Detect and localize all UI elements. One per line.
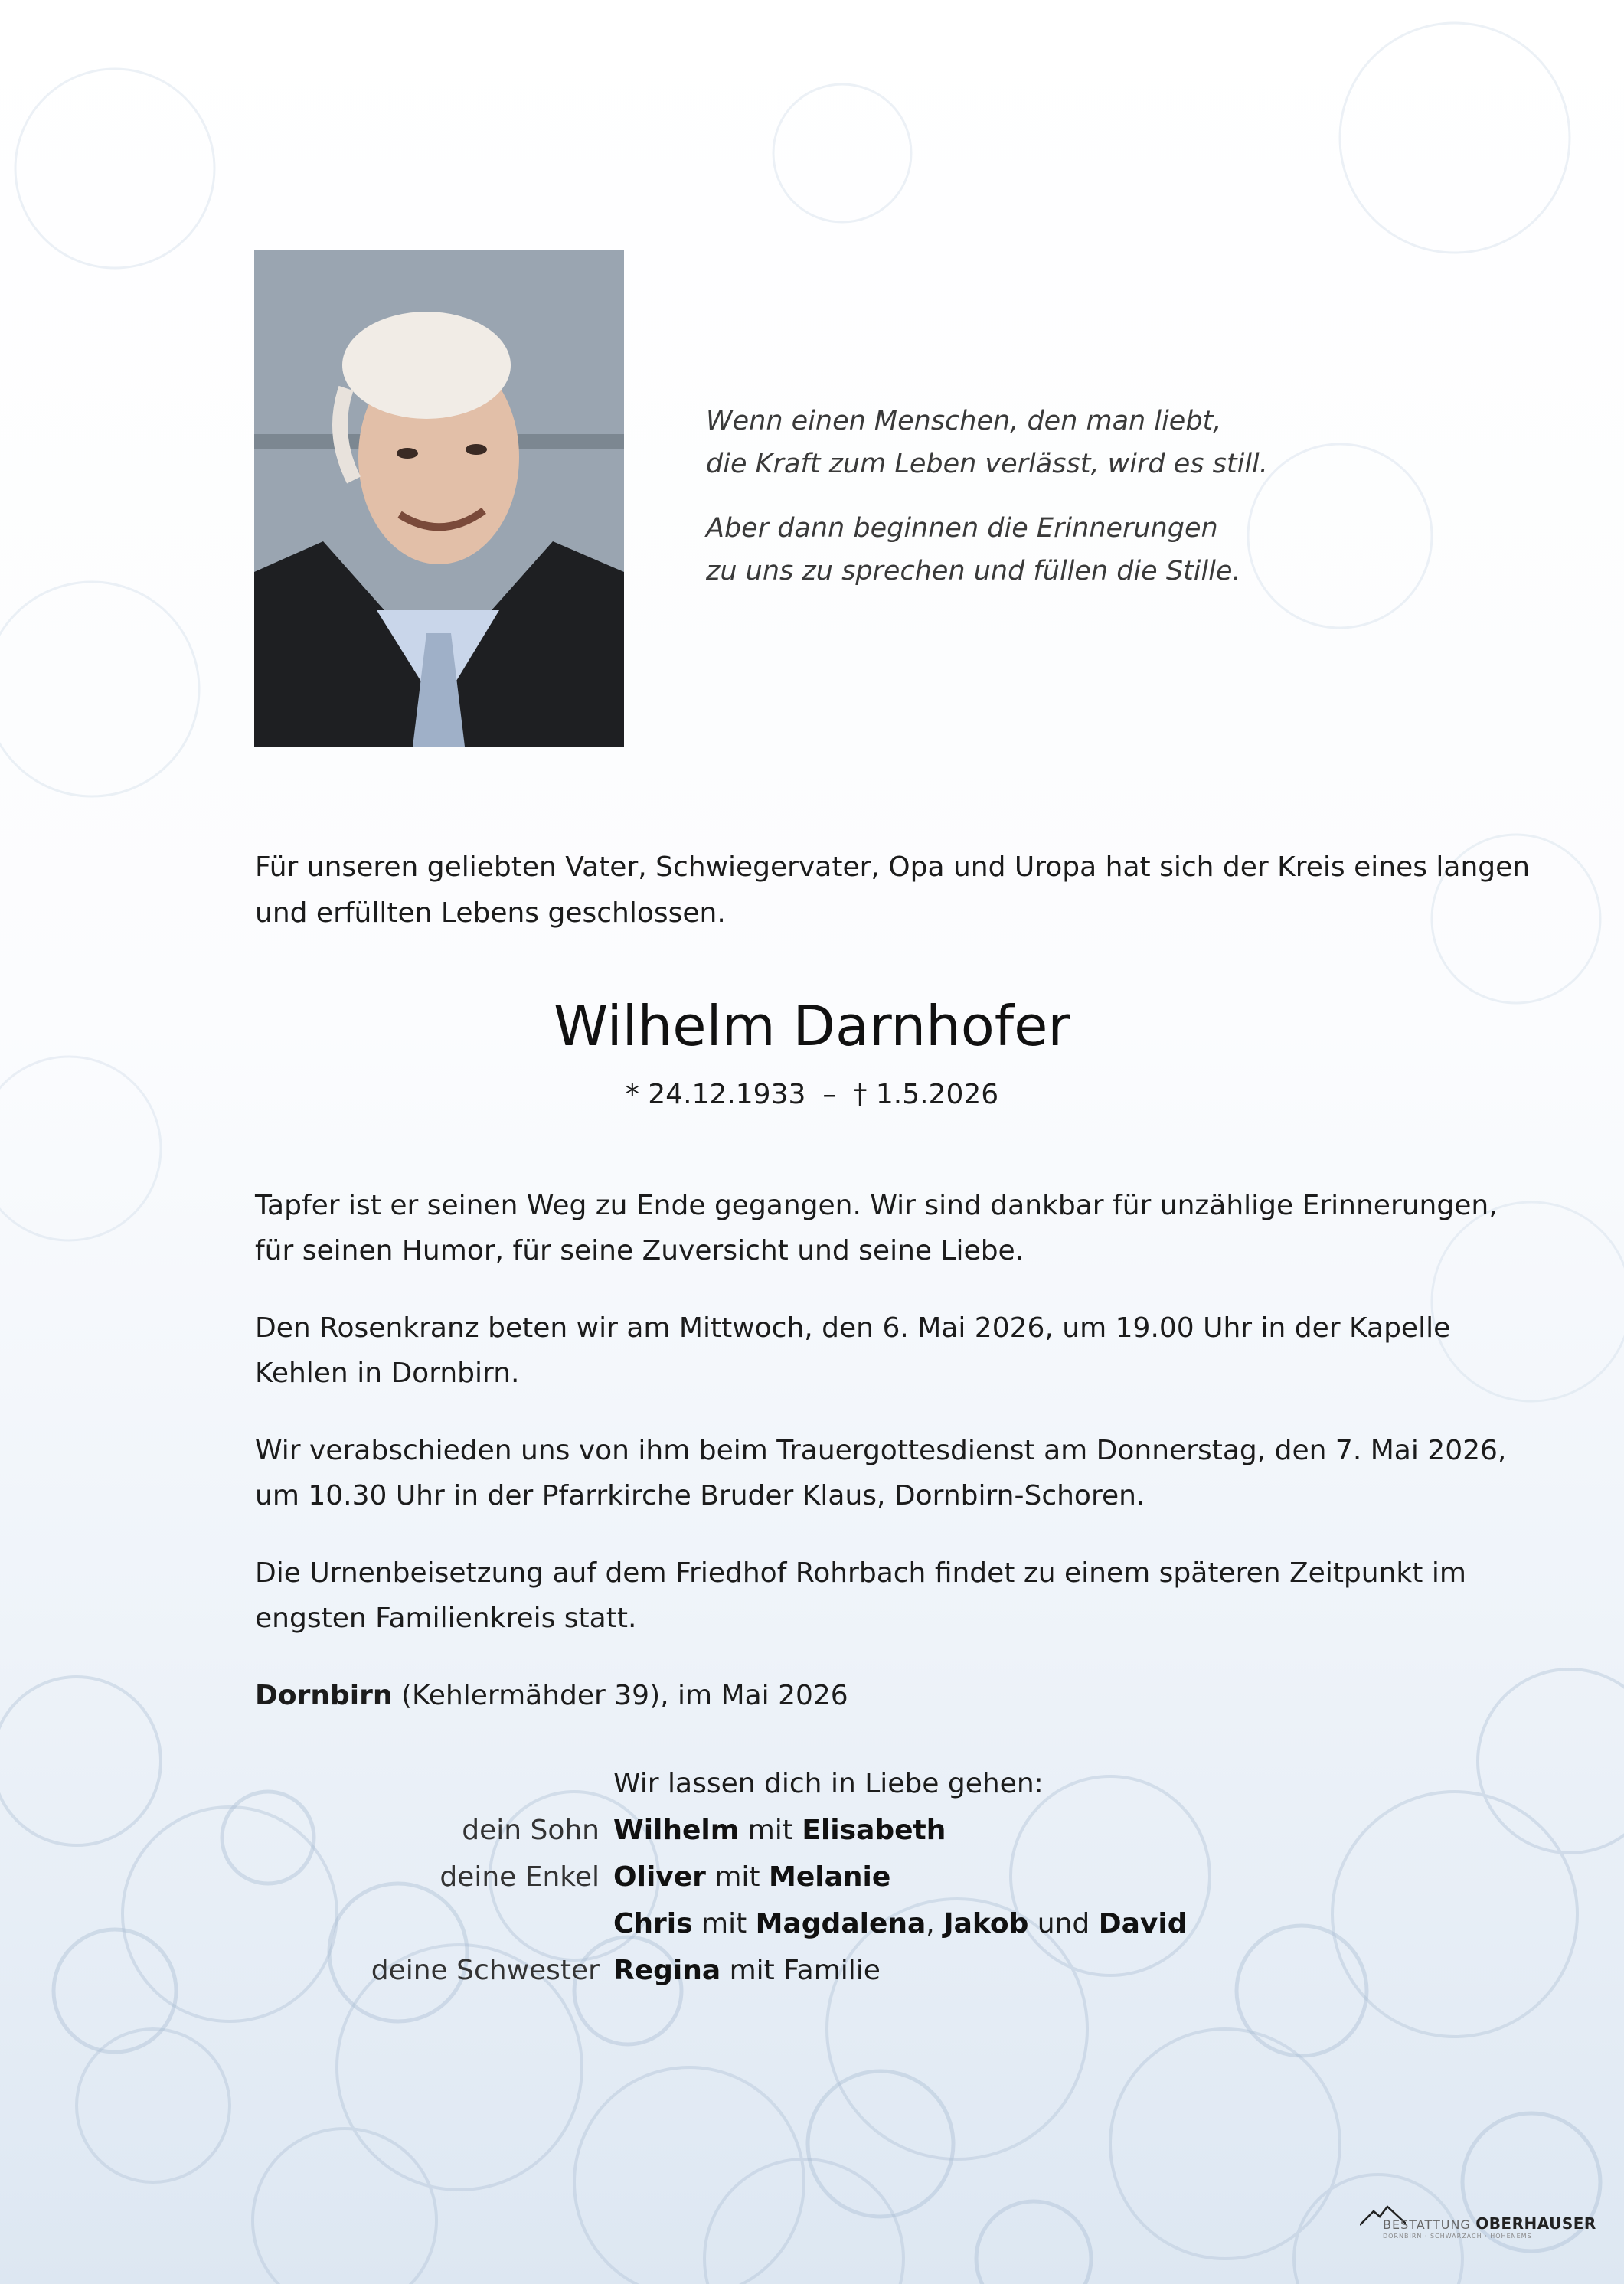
- funeral-home-logo: [1360, 2204, 1596, 2242]
- family-role: [255, 1900, 613, 1947]
- paragraph-line: Tapfer ist er seinen Weg zu Ende gegangen. Wir sind dankbar für unzählige Erinnerungen,: [255, 1190, 1498, 1221]
- family-connector: und: [1028, 1908, 1099, 1939]
- family-role: deine Enkel: [439, 1861, 600, 1893]
- family-member: Regina: [613, 1955, 721, 1986]
- family-member: Jakob: [943, 1908, 1029, 1939]
- family-connector: mit: [705, 1861, 769, 1893]
- family-connector: mit Familie: [721, 1955, 881, 1986]
- paragraph-rosary: [255, 1305, 1451, 1396]
- quote-stanza-2: [706, 507, 1318, 593]
- family-connector: mit: [692, 1908, 756, 1939]
- quote-line: Wenn einen Menschen, den man liebt,: [706, 406, 1222, 436]
- family-names: [613, 1900, 1373, 1947]
- family-role: dein Sohn: [462, 1815, 600, 1846]
- family-member: Oliver: [613, 1861, 706, 1893]
- quote-stanza-1: [706, 400, 1318, 485]
- paragraph-line: um 10.30 Uhr in der Pfarrkirche Bruder Klaus, Dornbirn-Schoren.: [255, 1480, 1145, 1511]
- logo-locations: DORNBIRN · SCHWARZACH · HOHENEMS: [1383, 2233, 1532, 2240]
- place-address-date: (Kehlermähder 39), im Mai 2026: [392, 1680, 848, 1711]
- family-names: [613, 1947, 1373, 1994]
- family-row: [255, 1900, 1373, 1947]
- paragraph-tribute: [255, 1183, 1498, 1273]
- announcement-body: [255, 1183, 1507, 1750]
- family-member: Magdalena: [755, 1908, 926, 1939]
- family-member: Chris: [613, 1908, 693, 1939]
- paragraph-line: für seinen Humor, für seine Zuversicht und seine Liebe.: [255, 1235, 1024, 1266]
- family-member: Elisabeth: [802, 1815, 946, 1846]
- family-row: [255, 1854, 1373, 1900]
- paragraph-line: Wir verabschieden uns von ihm beim Trauergottesdienst am Donnerstag, den 7. Mai 2026,: [255, 1435, 1507, 1466]
- family-role: deine Schwester: [371, 1955, 600, 1986]
- quote-line: Aber dann beginnen die Erinnerungen: [706, 513, 1218, 544]
- place-and-date: [255, 1673, 1373, 1718]
- family-member: Melanie: [769, 1861, 891, 1893]
- logo-wordmark: [1383, 2214, 1596, 2233]
- family-list: [255, 1760, 1373, 1994]
- memorial-quote: [706, 400, 1318, 614]
- intro-text: [255, 845, 1531, 936]
- place-city: Dornbirn: [255, 1680, 393, 1711]
- quote-line: zu uns zu sprechen und füllen die Stille.: [706, 556, 1241, 587]
- intro-line: Für unseren geliebten Vater, Schwiegervater, Opa und Uropa hat sich der Kreis eines langen: [255, 851, 1531, 883]
- family-heading: Wir lassen dich in Liebe gehen:: [613, 1768, 1044, 1799]
- intro-line: und erfüllten Lebens geschlossen.: [255, 897, 726, 929]
- family-row: [255, 1807, 1373, 1854]
- family-member: David: [1098, 1908, 1188, 1939]
- paragraph-funeral-service: [255, 1428, 1507, 1518]
- life-dates: [0, 1076, 1624, 1114]
- logo-word-2: OBERHAUSER: [1475, 2214, 1596, 2233]
- quote-line: die Kraft zum Leben verlässt, wird es still.: [706, 449, 1268, 479]
- logo-word-1: BESTATTUNG: [1383, 2217, 1471, 2232]
- paragraph-urn-burial: [255, 1550, 1466, 1641]
- paragraph-line: engsten Familienkreis statt.: [255, 1603, 637, 1634]
- paragraph-line: Kehlen in Dornbirn.: [255, 1358, 520, 1389]
- family-connector: mit: [739, 1815, 802, 1846]
- date-separator: –: [822, 1079, 837, 1110]
- family-names: [613, 1807, 1373, 1854]
- family-connector: ,: [926, 1908, 944, 1939]
- paragraph-line: Die Urnenbeisetzung auf dem Friedhof Rohrbach findet zu einem späteren Zeitpunkt im: [255, 1557, 1466, 1589]
- death-date: † 1.5.2026: [853, 1079, 999, 1110]
- birth-date: * 24.12.1933: [625, 1079, 806, 1110]
- family-row: [255, 1947, 1373, 1994]
- deceased-name: Wilhelm Darnhofer: [553, 994, 1071, 1058]
- family-member: Wilhelm: [613, 1815, 740, 1846]
- family-names: [613, 1854, 1373, 1900]
- portrait-photo: [254, 250, 624, 747]
- paragraph-line: Den Rosenkranz beten wir am Mittwoch, den 6. Mai 2026, um 19.00 Uhr in der Kapelle: [255, 1312, 1451, 1344]
